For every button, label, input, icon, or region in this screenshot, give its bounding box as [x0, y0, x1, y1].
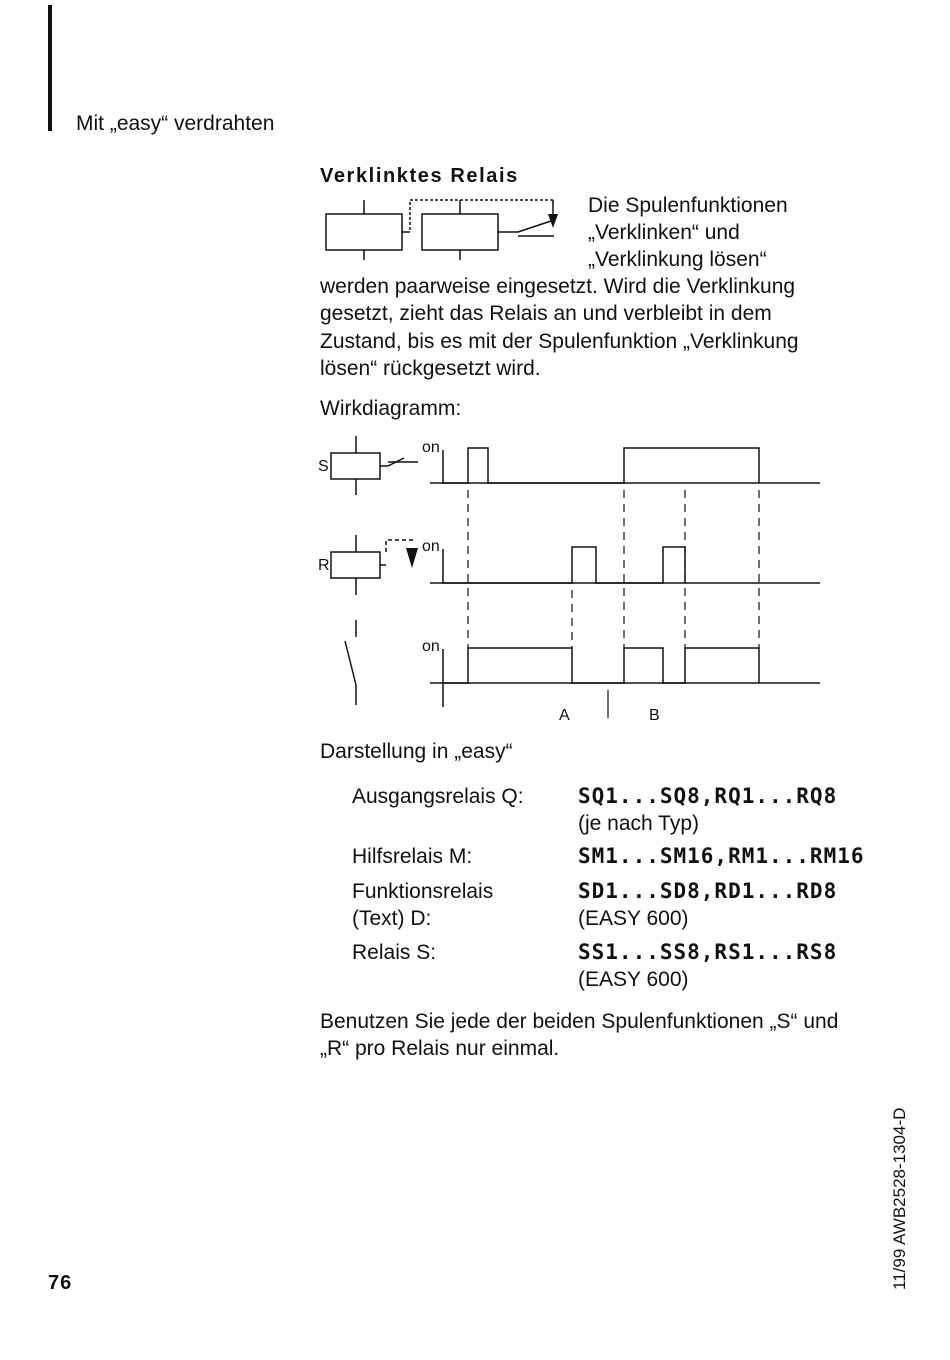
- coil-set-label: S: [318, 458, 329, 475]
- relay-value: SS1...SS8,RS1...RS8: [578, 940, 838, 964]
- relay-type-label-line2: (Text) D:: [352, 907, 432, 930]
- relay-note: (je nach Typ): [578, 812, 700, 835]
- relay-note: (EASY 600): [578, 907, 689, 930]
- diagram-label: Wirkdiagramm:: [320, 397, 462, 420]
- relay-value: SQ1...SQ8,RQ1...RQ8: [578, 784, 838, 808]
- intro-line: „Verklinken“ und: [588, 221, 740, 244]
- marker-b: B: [649, 707, 660, 724]
- body-paragraph: werden paarweise eingesetzt. Wird die Verklinkung gesetzt, zieht das Relais an und verbleibt in dem Zustand, bis es mit der Spulenfunktion „Verklinkung lösen“ rückgesetzt wird.: [320, 275, 799, 380]
- section-heading: Verklinktes Relais: [320, 165, 519, 187]
- relay-value: SM1...SM16,RM1...RM16: [578, 844, 865, 868]
- relay-type-label: Relais S:: [352, 941, 437, 964]
- relay-value: SD1...SD8,RD1...RD8: [578, 879, 838, 903]
- coil-reset-label: R: [318, 557, 330, 574]
- relay-type-label: Ausgangsrelais Q:: [352, 785, 524, 808]
- on-label: on: [422, 538, 440, 555]
- page-header: Mit „easy“ verdrahten: [76, 112, 275, 135]
- usage-note: Benutzen Sie jede der beiden Spulenfunktionen „S“ und „R“ pro Relais nur einmal.: [320, 1010, 839, 1061]
- page-number: 76: [48, 1272, 73, 1294]
- marker-a: A: [559, 707, 570, 724]
- display-label: Darstellung in „easy“: [320, 740, 513, 763]
- on-label: on: [422, 638, 440, 655]
- document-code: 11/99 AWB2528-1304-D: [890, 1107, 909, 1290]
- relay-note: (EASY 600): [578, 968, 689, 991]
- on-label: on: [422, 439, 440, 456]
- relay-type-label: Hilfsrelais M:: [352, 845, 473, 868]
- intro-line: „Verklinkung lösen“: [588, 248, 767, 271]
- relay-type-label: Funktionsrelais: [352, 880, 494, 903]
- intro-line: Die Spulenfunktionen: [588, 194, 788, 217]
